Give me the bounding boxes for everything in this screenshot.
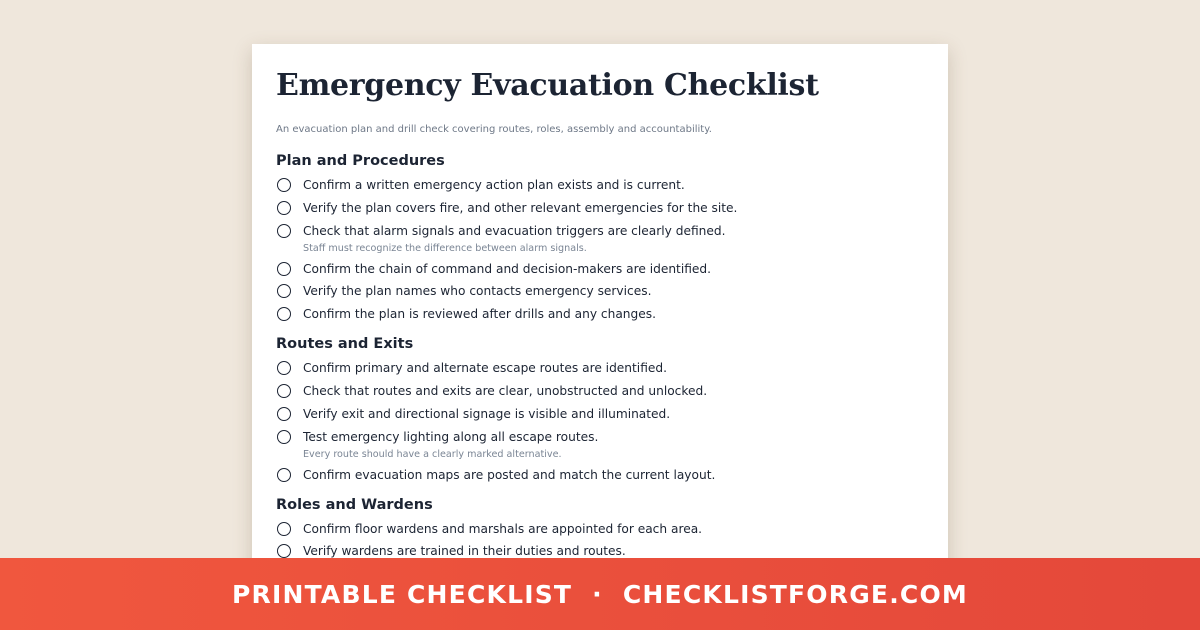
checklist-item-content	[303, 306, 656, 322]
checklist-item-content	[303, 177, 685, 193]
checklist-item	[276, 383, 924, 399]
banner-label: PRINTABLE CHECKLIST	[231, 579, 573, 609]
banner-site: CHECKLISTFORGE.COM	[622, 579, 968, 609]
checklist-item-text: Confirm a written emergency action plan exists and is current.	[303, 178, 685, 192]
checklist-item	[276, 360, 924, 376]
checklist-item-content	[303, 543, 626, 559]
checklist-item-note: Staff must recognize the difference between alarm signals.	[303, 242, 587, 254]
checklist-item	[276, 521, 924, 537]
checklist-item-text: Verify the plan covers fire, and other relevant emergencies for the site.	[303, 200, 738, 215]
checklist-item-content	[303, 467, 715, 483]
section-title: Roles and Wardens	[276, 496, 433, 513]
checklist-item-text: Test emergency lighting along all escape routes.	[303, 429, 599, 444]
checklist-item-text: Verify exit and directional signage is visible and illuminated.	[303, 406, 671, 421]
checklist-item-text: Confirm primary and alternate escape routes are identified.	[303, 361, 667, 376]
checkbox-circle-icon[interactable]	[277, 544, 291, 558]
checkbox-circle-icon[interactable]	[277, 307, 291, 321]
checklist-item	[276, 429, 924, 461]
checklist-item	[276, 223, 924, 255]
checklist-item-note: Every route should have a clearly marked alternative.	[303, 448, 562, 460]
checkbox-circle-icon[interactable]	[277, 178, 291, 192]
document-title: Emergency Evacuation Checklist	[276, 68, 819, 103]
checklist-item	[276, 177, 924, 193]
checklist-item-content	[303, 283, 651, 299]
checklist-item-text: Confirm floor wardens and marshals are appointed for each area.	[303, 521, 703, 536]
checklist-item	[276, 406, 924, 422]
document-subtitle: An evacuation plan and drill check covering routes, roles, assembly and accountability.	[276, 124, 712, 135]
checklist-item-content	[303, 406, 670, 422]
checklist-item	[276, 200, 924, 216]
checkbox-circle-icon[interactable]	[277, 522, 291, 536]
checklist-item	[276, 467, 924, 483]
checklist-item	[276, 543, 924, 559]
checklist-item-content	[303, 521, 702, 537]
checklist-item	[276, 283, 924, 299]
footer-banner	[0, 558, 1200, 630]
checklist-item-text: Check that routes and exits are clear, unobstructed and unlocked.	[303, 383, 708, 398]
checklist-sections	[276, 152, 924, 559]
checkbox-circle-icon[interactable]	[277, 361, 291, 375]
checklist-items	[276, 521, 924, 560]
section-title: Routes and Exits	[276, 336, 414, 353]
section-title: Plan and Procedures	[276, 153, 445, 169]
checklist-item-content	[303, 429, 598, 461]
checklist-item	[276, 261, 924, 277]
checkbox-circle-icon[interactable]	[277, 224, 291, 238]
checklist-section	[276, 152, 924, 322]
checklist-items	[276, 360, 924, 482]
checkbox-circle-icon[interactable]	[277, 262, 291, 276]
checkbox-circle-icon[interactable]	[277, 201, 291, 215]
checklist-section	[276, 496, 924, 560]
checklist-item-content	[303, 360, 667, 376]
checklist-item-text: Verify wardens are trained in their duties and routes.	[303, 544, 626, 559]
checklist-items	[276, 177, 924, 322]
checklist-item	[276, 306, 924, 322]
checklist-item-content	[303, 383, 707, 399]
checkbox-circle-icon[interactable]	[277, 284, 291, 298]
checklist-item-content	[303, 223, 725, 255]
checklist-item-text: Verify the plan names who contacts emergency services.	[303, 284, 652, 299]
checklist-section	[276, 335, 924, 482]
checkbox-circle-icon[interactable]	[277, 468, 291, 482]
checkbox-circle-icon[interactable]	[277, 384, 291, 398]
checkbox-circle-icon[interactable]	[277, 430, 291, 444]
checklist-item-text: Confirm evacuation maps are posted and match the current layout.	[303, 467, 716, 482]
checklist-item-content	[303, 261, 711, 277]
banner-separator: ·	[592, 579, 603, 609]
checklist-item-content	[303, 200, 737, 216]
checklist-item-text: Confirm the chain of command and decision-makers are identified.	[303, 261, 712, 276]
checklist-item-text: Confirm the plan is reviewed after drills and any changes.	[303, 307, 656, 322]
checklist-page	[252, 44, 948, 630]
checkbox-circle-icon[interactable]	[277, 407, 291, 421]
checklist-item-text: Check that alarm signals and evacuation triggers are clearly defined.	[303, 223, 726, 238]
